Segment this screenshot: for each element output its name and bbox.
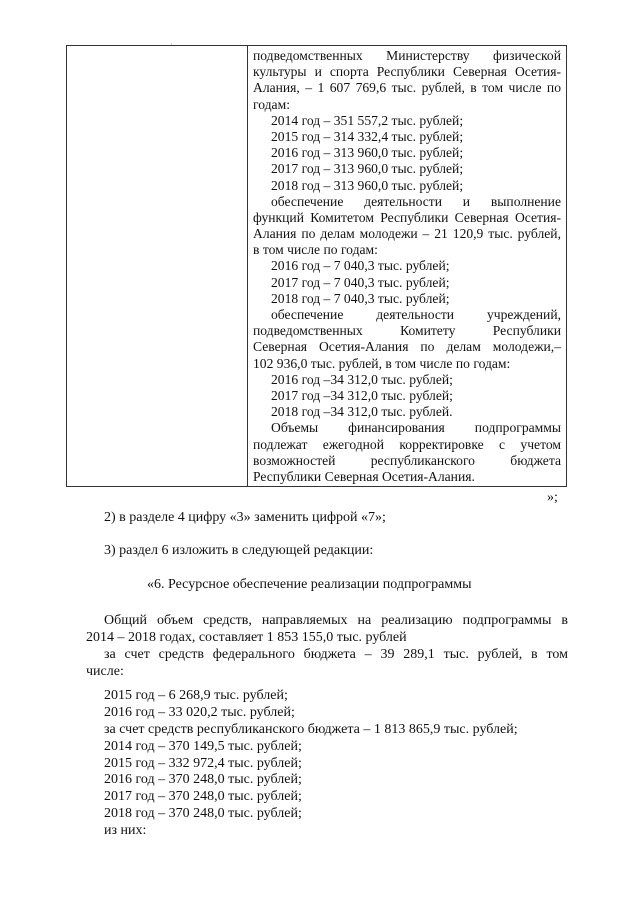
- table-text-line: обеспечение деятельности учреждений,: [271, 307, 561, 322]
- list-item: 2016 год – 33 020,2 тыс. рублей;: [104, 704, 295, 720]
- table-text-line: 102 936,0 тыс. рублей, в том числе по годам:: [253, 355, 511, 371]
- paragraph-line: Общий объем средств, направляемых на реализацию подпрограммы в: [104, 613, 568, 628]
- table-text-line: 2016 год – 7 040,3 тыс. рублей;: [271, 258, 450, 274]
- table-text-line: в том числе по годам:: [253, 242, 378, 258]
- table-text-line: годам:: [253, 96, 290, 112]
- amendment-item-3: 3) раздел 6 изложить в следующей редакции:: [104, 543, 374, 558]
- list-item: за счет средств республиканского бюджета – 1 813 865,9 тыс. рублей;: [104, 721, 518, 737]
- paragraph-line: числе:: [86, 664, 124, 679]
- section-6-heading: «6. Ресурсное обеспечение реализации подпрограммы: [147, 577, 472, 592]
- table-column-divider: [247, 46, 248, 486]
- table-text-line: Алания по делам молодежи – 21 120,9 тыс. рублей,: [253, 226, 561, 242]
- table-text-line: 2014 год – 351 557,2 тыс. рублей;: [271, 112, 464, 128]
- list-item: 2015 год – 6 268,9 тыс. рублей;: [104, 688, 288, 703]
- table-right-cell: [253, 48, 561, 485]
- paragraph-line: 2014 – 2018 годах, составляет 1 853 155,0 тыс. рублей: [86, 630, 407, 645]
- list-item: из них:: [104, 823, 147, 839]
- table-text-line: обеспечение деятельности и выполнение: [271, 193, 561, 209]
- table-text-line: культуры и спорта Республики Северная Осетия-: [253, 64, 561, 80]
- amendment-item-2: 2) в разделе 4 цифру «3» заменить цифрой «7»;: [104, 510, 386, 525]
- list-item: 2016 год – 370 248,0 тыс. рублей;: [104, 772, 302, 788]
- table-text-line: подведомственных Комитету Республики: [253, 323, 561, 339]
- table-text-line: 2017 год – 313 960,0 тыс. рублей;: [271, 161, 464, 177]
- table-text-line: 2015 год – 314 332,4 тыс. рублей;: [271, 128, 464, 144]
- table-text-line: 2016 год – 313 960,0 тыс. рублей;: [271, 145, 464, 161]
- table-text-line: 2016 год –34 312,0 тыс. рублей;: [271, 371, 453, 387]
- table-text-line: 2018 год – 7 040,3 тыс. рублей;: [271, 290, 450, 306]
- table-text-line: возможностей республиканского бюджета: [253, 452, 561, 468]
- funding-by-year-list: [104, 688, 518, 840]
- closing-quote: »;: [547, 490, 558, 505]
- table-text-line: функций Комитетом Республики Северная Осетия-: [253, 209, 561, 225]
- table-text-line: Алания, – 1 607 769,6 тыс. рублей, в том числе по: [253, 80, 561, 96]
- table-text-line: подведомственных Министерству физической: [253, 48, 561, 63]
- funding-table: [66, 45, 567, 487]
- section-6-paragraph: [86, 612, 568, 680]
- scan-artifact-dot: ·: [170, 40, 173, 49]
- table-text-line: Республики Северная Осетия-Алания.: [253, 468, 475, 484]
- table-text-line: Северная Осетия-Алания по делам молодежи,–: [253, 339, 561, 355]
- table-text-line: подлежат ежегодной корректировке с учетом: [253, 436, 561, 452]
- table-text-line: 2017 год – 7 040,3 тыс. рублей;: [271, 274, 450, 290]
- table-text-line: 2017 год –34 312,0 тыс. рублей;: [271, 387, 453, 403]
- list-item: 2014 год – 370 149,5 тыс. рублей;: [104, 738, 302, 754]
- table-text-line: 2018 год – 313 960,0 тыс. рублей;: [271, 177, 464, 193]
- paragraph-line: за счет средств федерального бюджета – 39 289,1 тыс. рублей, в том: [104, 647, 568, 662]
- list-item: 2017 год – 370 248,0 тыс. рублей;: [104, 789, 302, 805]
- list-item: 2018 год – 370 248,0 тыс. рублей;: [104, 806, 302, 822]
- list-item: 2015 год – 332 972,4 тыс. рублей;: [104, 755, 302, 771]
- table-text-line: Объемы финансирования подпрограммы: [271, 420, 561, 436]
- table-text-line: 2018 год –34 312,0 тыс. рублей.: [271, 404, 453, 420]
